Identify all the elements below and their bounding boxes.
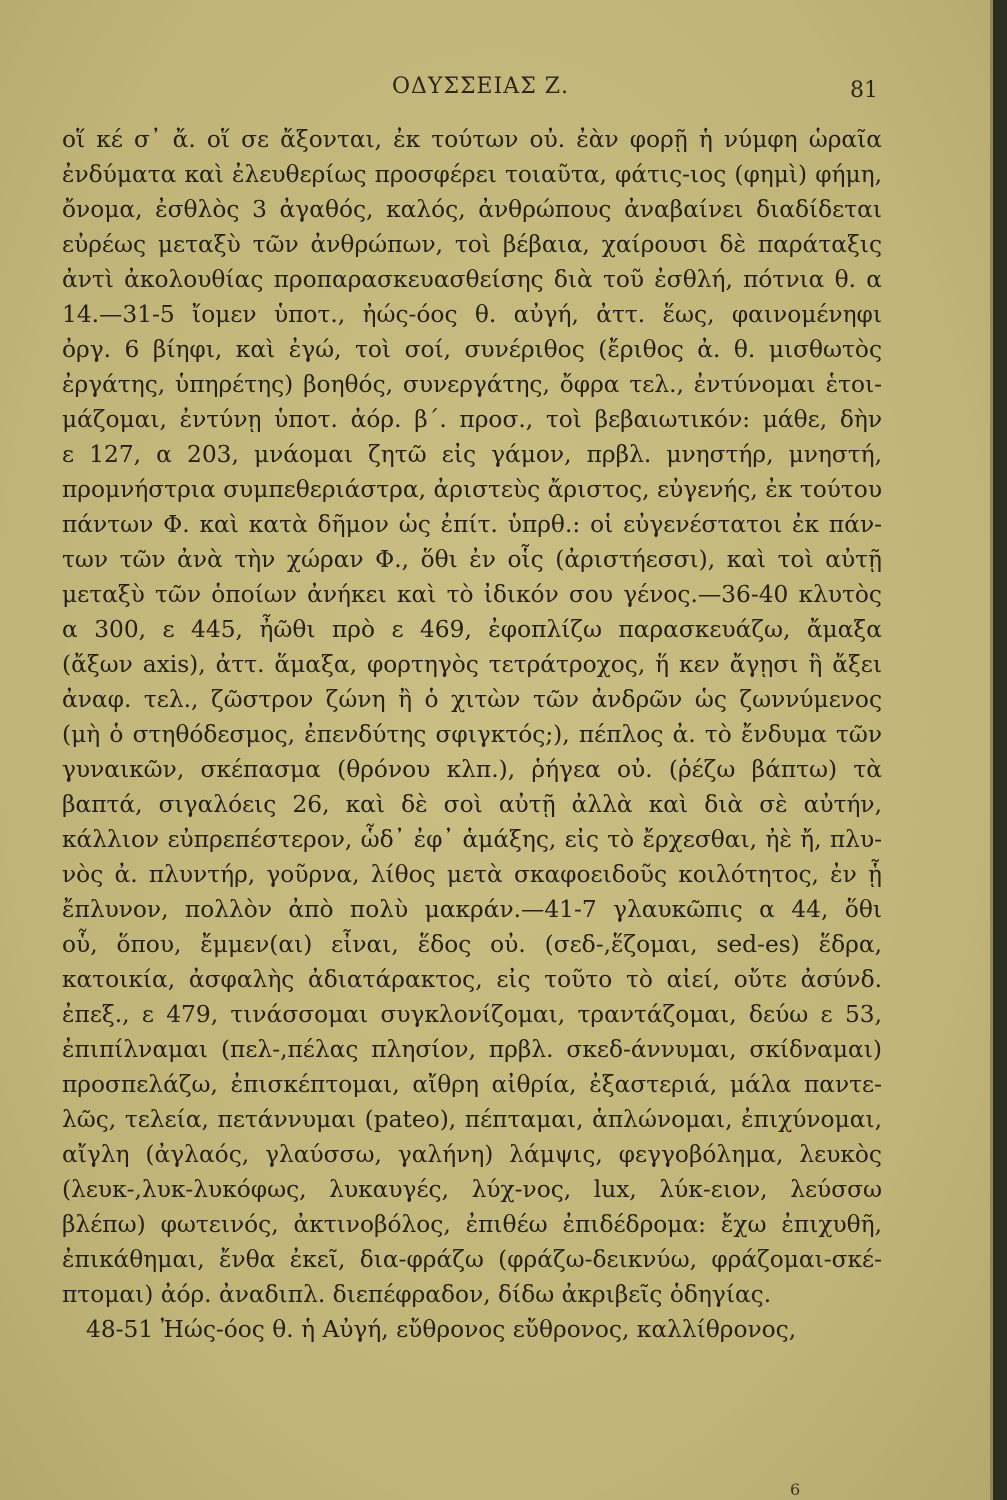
text-line: κατοικία, ἀσφαλὴς ἀδιατάρακτος, εἰς τοῦτο τὸ αἰεί, οὔτε ἀσύνδ. — [62, 966, 882, 993]
text-line: μάζομαι, ἐντύνῃ ὑποτ. ἀόρ. β΄. προσ., τοὶ βεβαιωτικόν: μάθε, δὴν — [62, 406, 882, 433]
text-line: εὐρέως μεταξὺ τῶν ἀνθρώπων, τοὶ βέβαια, χαίρουσι δὲ παράταξις — [62, 231, 882, 258]
text-line: βαπτά, σιγαλόεις 26, καὶ δὲ σοὶ αὐτῇ ἀλλὰ καὶ διὰ σὲ αὐτήν, — [62, 791, 882, 818]
text-line: προμνήστρια συμπεθεριάστρα, ἀριστεὺς ἄριστος, εὐγενής, ἐκ τούτου — [62, 476, 882, 503]
running-title: ΟΔΥΣΣΕΙΑΣ Ζ. — [392, 74, 570, 99]
text-line: ε 127, α 203, μνάομαι ζητῶ εἰς γάμον, πρβλ. μνηστήρ, μνηστή, — [62, 441, 882, 468]
text-line: κάλλιον εὐπρεπέστερον, ὧδ᾽ ἐφ᾽ ἁμάξης, εἰς τὸ ἔρχεσθαι, ἠὲ ἤ, πλυ- — [62, 826, 882, 853]
text-line: οὗ, ὅπου, ἔμμεν(αι) εἶναι, ἕδος οὐ. (σεδ-,ἕζομαι, sed-es) ἕδρα, — [62, 931, 882, 958]
commentary-text — [62, 122, 882, 1347]
text-line: ἐργάτης, ὑπηρέτης) βοηθός, συνεργάτης, ὄφρα τελ., ἐντύνομαι ἑτοι- — [62, 371, 882, 398]
text-line: ὀργ. 6 βίηφι, καὶ ἐγώ, τοὶ σοί, συνέριθος (ἔριθος ἀ. θ. μισθωτὸς — [62, 336, 882, 363]
text-line: 48-51 Ἠώς-όος θ. ἡ Αὐγή, εὔθρονος εὔθρονος, καλλίθρονος, — [86, 1316, 797, 1343]
text-line: αἴγλη (ἀγλαός, γλαύσσω, γαλήνη) λάμψις, φεγγοβόλημα, λευκὸς — [62, 1141, 882, 1168]
text-line: α 300, ε 445, ἦῶθι πρὸ ε 469, ἐφοπλίζω παρασκευάζω, ἄμαξα — [62, 616, 882, 643]
text-line: ἐπικάθημαι, ἔνθα ἐκεῖ, δια-φράζω (φράζω-δεικνύω, φράζομαι-σκέ- — [62, 1246, 882, 1273]
text-line: ἔπλυνον, πολλὸν ἀπὸ πολὺ μακράν.—41-7 γλαυκῶπις α 44, ὅθι — [62, 896, 882, 923]
text-line: μεταξὺ τῶν ὁποίων ἀνήκει καὶ τὸ ἰδικόν σου γένος.—36-40 κλυτὸς — [62, 581, 882, 608]
text-line: βλέπω) φωτεινός, ἀκτινοβόλος, ἐπιθέω ἐπιδέδρομα: ἔχω ἐπιχυθῆ, — [62, 1211, 882, 1238]
page-number: 81 — [850, 78, 878, 103]
text-line: (μὴ ὁ στηθόδεσμος, ἐπενδύτης σφιγκτός;), πέπλος ἀ. τὸ ἔνδυμα τῶν — [62, 721, 882, 748]
text-line: ἐπιπίλναμαι (πελ-,πέλας πλησίον, πρβλ. σκεδ-άννυμαι, σκίδναμαι) — [62, 1036, 882, 1063]
signature-mark: 6 — [790, 1480, 801, 1499]
text-line: πάντων Φ. καὶ κατὰ δῆμον ὡς ἐπίτ. ὑπρθ.: οἱ εὐγενέστατοι ἐκ πάν- — [62, 511, 882, 538]
text-line: ἐνδύματα καὶ ἐλευθερίως προσφέρει τοιαῦτα, φάτις-ιος (φημὶ) φήμη, — [62, 161, 882, 188]
text-line: ἐπεξ., ε 479, τινάσσομαι συγκλονίζομαι, τραντάζομαι, δεύω ε 53, — [62, 1001, 882, 1028]
text-line: (ἄξων axis), ἀττ. ἅμαξα, φορτηγὸς τετράτροχος, ἥ κεν ἄγῃσι ἣ ἄξει — [62, 651, 882, 678]
text-line: λῶς, τελεία, πετάννυμαι (pateo), πέπταμαι, ἁπλώνομαι, ἐπιχύνομαι, — [62, 1106, 882, 1133]
text-line: 14.—31-5 ἴομεν ὑποτ., ἠώς-όος θ. αὐγή, ἀττ. ἕως, φαινομένηφι — [62, 301, 882, 328]
page-header — [0, 74, 990, 104]
text-line: πτομαι) ἀόρ. ἀναδιπλ. διεπέφραδον, δίδω ἀκριβεῖς ὁδηγίας. — [62, 1281, 772, 1308]
text-line: νὸς ἀ. πλυντήρ, γοῦρνα, λίθος μετὰ σκαφοειδοῦς κοιλότητος, ἐν ᾗ — [62, 861, 882, 888]
text-line: ἀντὶ ἀκολουθίας προπαρασκευασθείσης διὰ τοῦ ἐσθλή, πότνια θ. α — [62, 266, 882, 293]
text-line: των τῶν ἀνὰ τὴν χώραν Φ., ὅθι ἐν οἷς (ἀριστήεσσι), καὶ τοὶ αὐτῇ — [62, 546, 882, 573]
text-line: οἵ κέ σ᾽ ἄ. οἵ σε ἄξονται, ἐκ τούτων οὐ. ἐὰν φορῇ ἡ νύμφη ὡραῖα — [62, 126, 882, 153]
text-line: (λευκ-,λυκ-λυκόφως, λυκαυγές, λύχ-νος, lux, λύκ-ειον, λεύσσω — [62, 1176, 882, 1203]
text-line: γυναικῶν, σκέπασμα (θρόνου κλπ.), ῥήγεα οὐ. (ῥέζω βάπτω) τὰ — [62, 756, 882, 783]
text-line: προσπελάζω, ἐπισκέπτομαι, αἴθρη αἰθρία, ἐξαστεριά, μάλα παντε- — [62, 1071, 882, 1098]
text-line: ὄνομα, ἐσθλὸς 3 ἀγαθός, καλός, ἀνθρώπους ἀναβαίνει διαδίδεται — [62, 196, 882, 223]
text-line: ἀναφ. τελ., ζῶστρον ζώνη ἢ ὁ χιτὼν τῶν ἀνδρῶν ὡς ζωννύμενος — [62, 686, 882, 713]
